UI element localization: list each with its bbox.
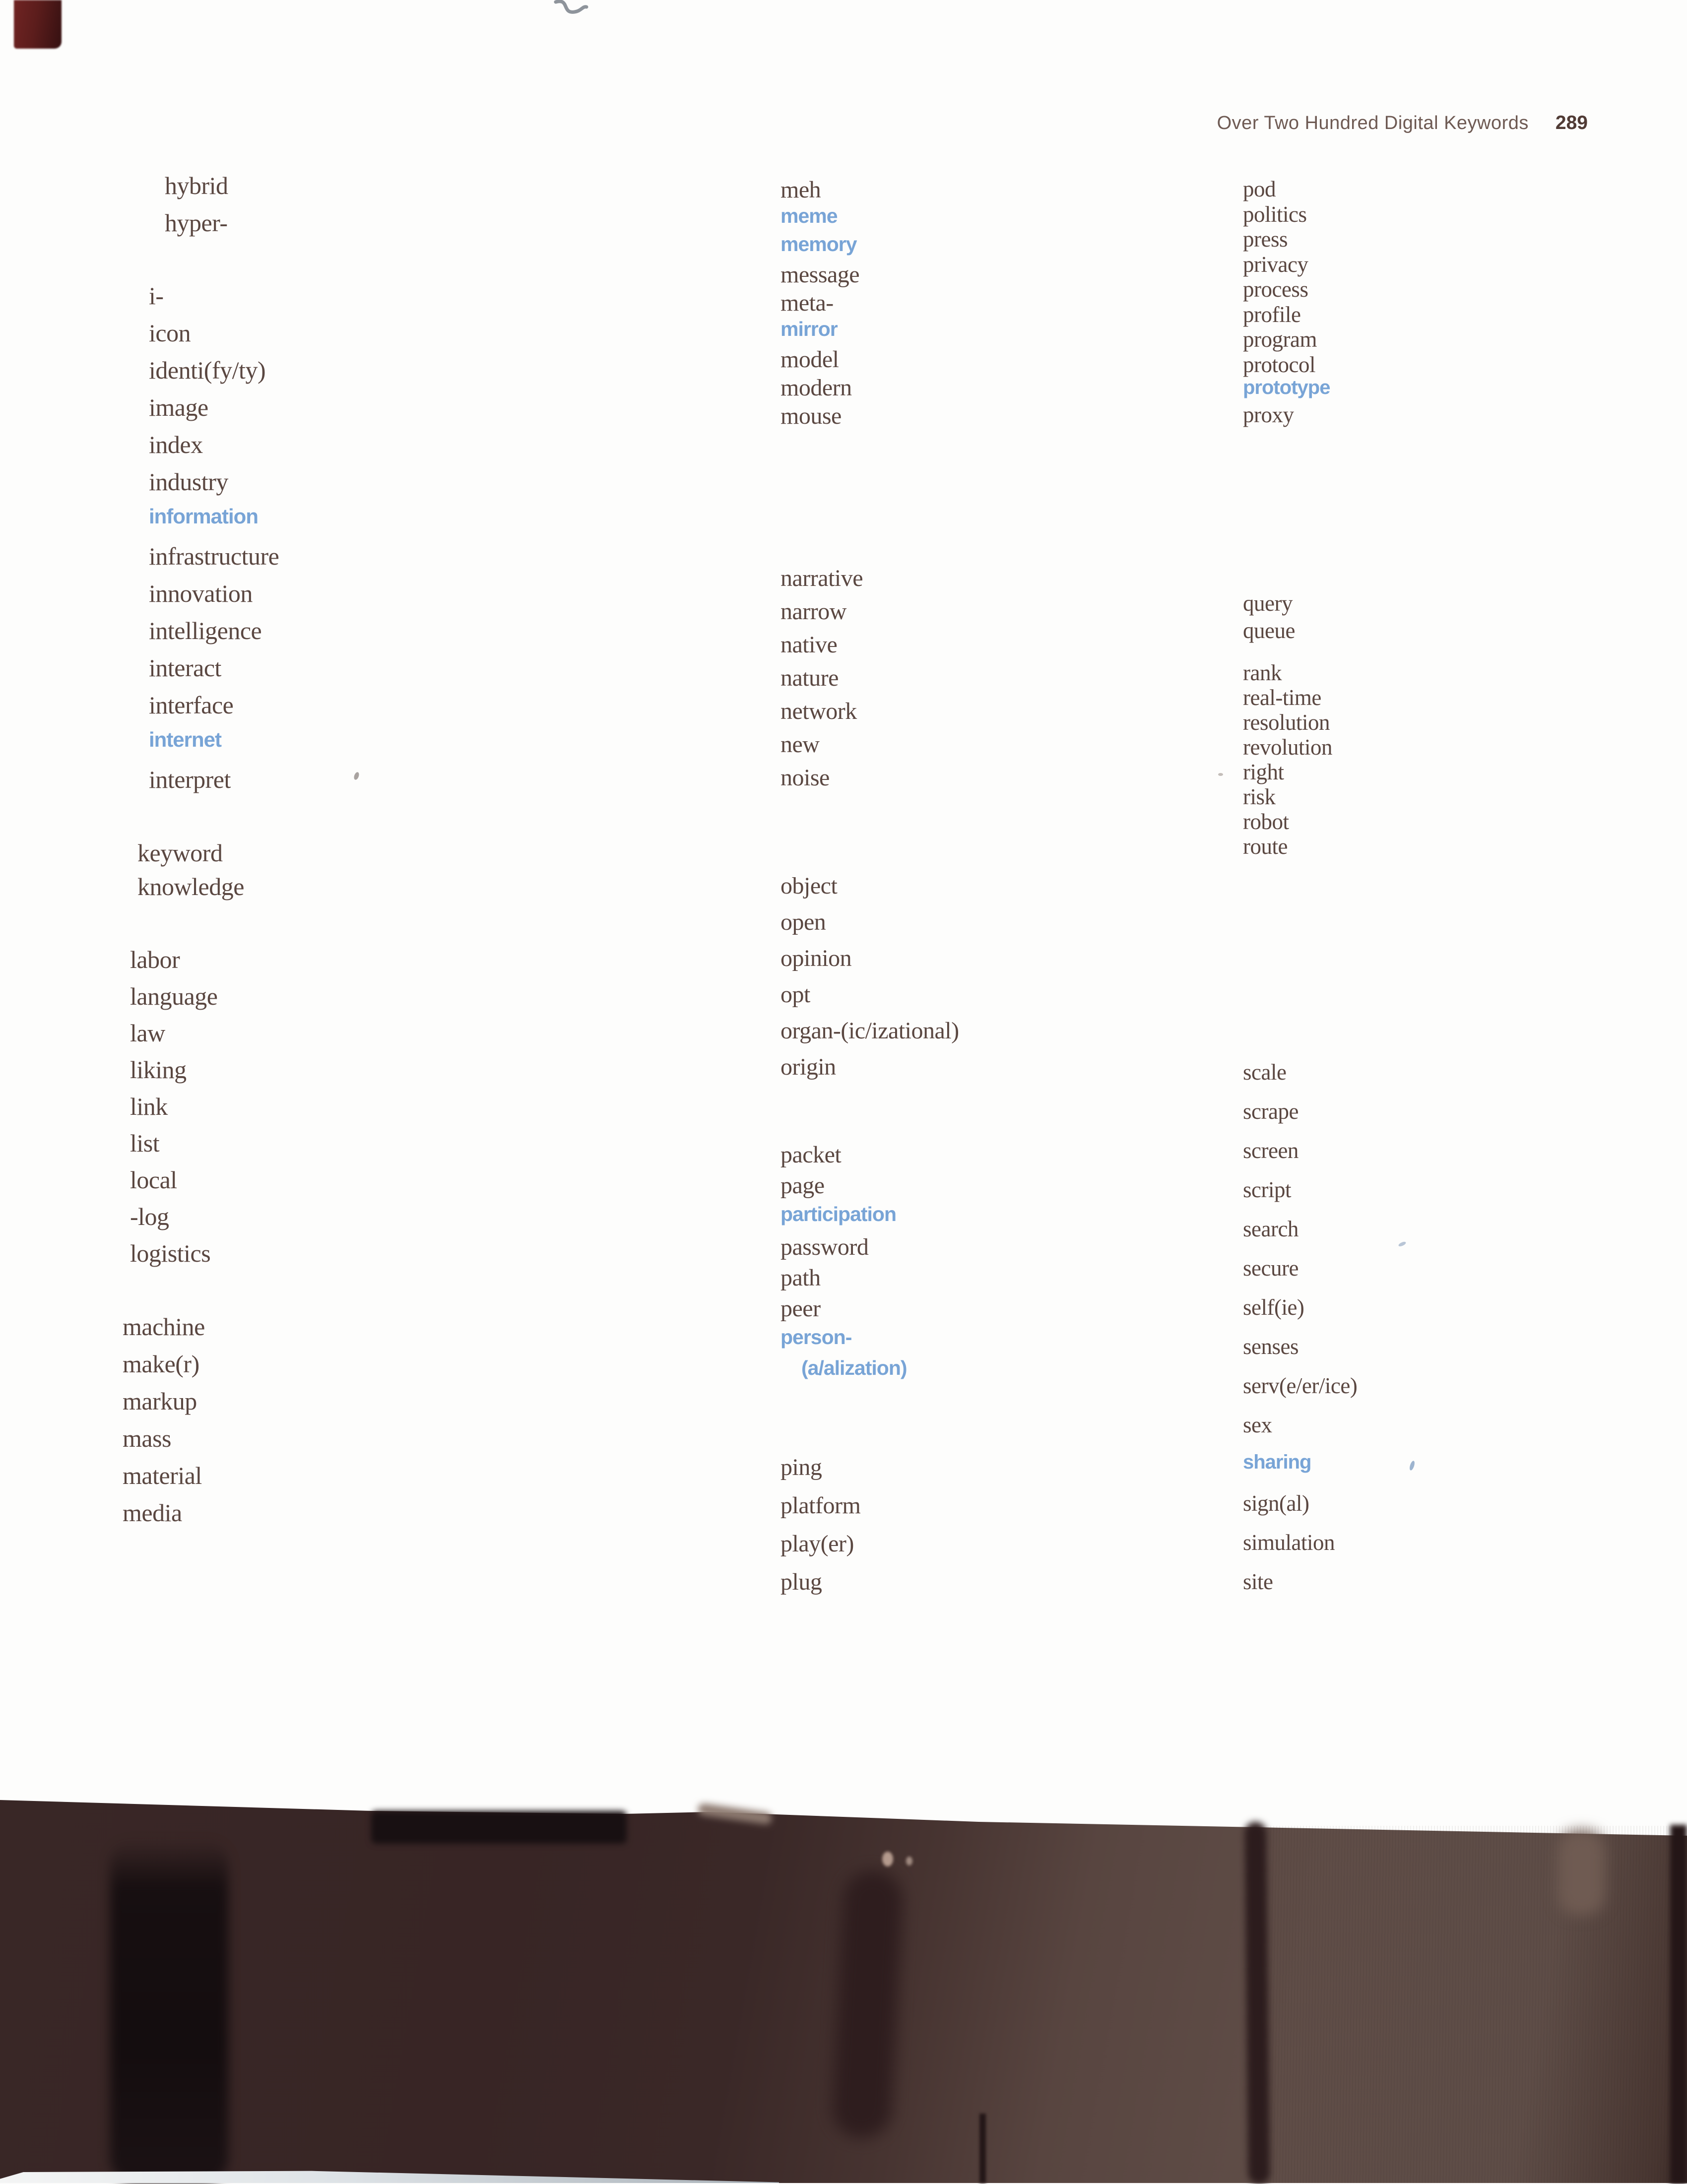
keyword-industry: industry (149, 468, 228, 496)
keyword-liking: liking (130, 1056, 187, 1084)
keyword-serv-e-er-ice: serv(e/er/ice) (1243, 1373, 1358, 1398)
keyword-peer: peer (780, 1295, 821, 1322)
keyword-mirror: mirror (780, 318, 838, 340)
keyword-language: language (130, 982, 218, 1010)
keyword-search: search (1243, 1217, 1298, 1241)
keyword-plug: plug (780, 1569, 822, 1595)
keyword-information: information (149, 505, 258, 528)
keyword-participation: participation (780, 1203, 897, 1225)
keyword-model: model (780, 346, 839, 373)
keyword-network: network (780, 698, 857, 724)
keyword-organ-ic-izational: organ-(ic/izational) (780, 1018, 959, 1044)
keyword-profile: profile (1243, 302, 1301, 327)
keyword-intelligence: intelligence (149, 617, 262, 644)
keyword-internet: internet (149, 728, 222, 751)
photo-speck (906, 1857, 912, 1865)
keyword-sign-al: sign(al) (1243, 1491, 1309, 1516)
keyword-law: law (130, 1019, 165, 1047)
keyword-innovation: innovation (149, 579, 253, 607)
keyword-process: process (1243, 277, 1308, 302)
keyword-list: list (130, 1129, 160, 1157)
keyword-hybrid: hybrid (165, 172, 228, 199)
keyword-real-time: real-time (1243, 685, 1321, 710)
keyword-infrastructure: infrastructure (149, 542, 279, 570)
keyword-machine: machine (123, 1313, 205, 1341)
keyword-keyword: keyword (137, 839, 223, 867)
keyword-proxy: proxy (1243, 402, 1294, 427)
keyword-scrape: scrape (1243, 1099, 1298, 1124)
keyword-meh: meh (780, 177, 821, 203)
keyword-icon: icon (149, 319, 191, 347)
keyword-modern: modern (780, 375, 852, 401)
keyword-right: right (1243, 760, 1284, 784)
keyword-mass: mass (123, 1424, 171, 1452)
keyword-packet: packet (780, 1142, 842, 1168)
keyword-memory: memory (780, 233, 857, 256)
keyword-person: person- (780, 1326, 852, 1349)
keyword-identi-fy-ty: identi(fy/ty) (149, 356, 266, 384)
keyword-site: site (1243, 1569, 1273, 1594)
keyword-interface: interface (149, 691, 234, 719)
keyword-screen: screen (1243, 1138, 1298, 1163)
keyword-platform: platform (780, 1492, 861, 1519)
keyword-risk: risk (1243, 784, 1276, 809)
keyword-local: local (130, 1166, 177, 1194)
keyword-message: message (780, 261, 860, 288)
keyword-link: link (130, 1092, 168, 1120)
keyword-hyper: hyper- (165, 209, 228, 237)
keyword-simulation: simulation (1243, 1530, 1335, 1555)
scan-speck (353, 771, 360, 780)
scan-speck (1409, 1460, 1416, 1471)
photo-dark-seam (1244, 1822, 1270, 2184)
keyword-native: native (780, 632, 838, 658)
keyword-route: route (1243, 834, 1288, 859)
photo-dark-streak-left (110, 1840, 228, 2183)
keyword-meta: meta- (780, 290, 834, 316)
keyword-privacy: privacy (1243, 252, 1308, 277)
photo-right-edge-band (1670, 1825, 1687, 2184)
keyword-program: program (1243, 327, 1317, 352)
keyword-narrow: narrow (780, 598, 846, 625)
photo-thin-line (979, 2114, 986, 2183)
keyword-ping: ping (780, 1454, 822, 1480)
keyword-open: open (780, 909, 826, 935)
photo-texture (1270, 1826, 1672, 2183)
keyword-scale: scale (1243, 1060, 1287, 1085)
photo-black-blob (371, 1811, 627, 1844)
keyword-senses: senses (1243, 1334, 1298, 1359)
keyword-a-alization: (a/alization) (801, 1356, 907, 1379)
keyword-prototype: prototype (1243, 377, 1330, 398)
scan-speck (1398, 1241, 1406, 1247)
running-header-title: Over Two Hundred Digital Keywords (1217, 113, 1529, 133)
keyword-play-er: play(er) (780, 1531, 854, 1557)
scan-speck (1218, 773, 1223, 776)
keyword-interpret: interpret (149, 766, 231, 793)
keyword-queue: queue (1243, 618, 1295, 643)
keyword-nature: nature (780, 665, 839, 691)
keyword-sharing: sharing (1243, 1451, 1311, 1473)
keyword-interact: interact (149, 654, 221, 682)
keyword-password: password (780, 1234, 869, 1260)
page-header (1092, 112, 1588, 134)
keyword-secure: secure (1243, 1256, 1298, 1281)
keyword-query: query (1243, 591, 1293, 616)
keyword-script: script (1243, 1177, 1291, 1202)
keyword-revolution: revolution (1243, 735, 1332, 760)
scan-artifact-squiggle (552, 0, 606, 25)
keyword-meme: meme (780, 204, 838, 227)
keyword-page: page (780, 1172, 825, 1199)
keyword-object: object (780, 873, 838, 899)
keyword-knowledge: knowledge (137, 873, 244, 900)
keyword-make-r: make(r) (123, 1350, 199, 1378)
keyword-politics: politics (1243, 202, 1307, 227)
keyword-opinion: opinion (780, 945, 852, 971)
keyword-material: material (123, 1462, 202, 1489)
keyword-image: image (149, 393, 208, 421)
keyword-i: i- (149, 282, 164, 310)
keyword-resolution: resolution (1243, 710, 1330, 735)
keyword-media: media (123, 1499, 182, 1527)
keyword-protocol: protocol (1243, 352, 1315, 377)
photo-speck (882, 1852, 893, 1866)
keyword-sex: sex (1243, 1413, 1272, 1437)
keyword-origin: origin (780, 1054, 836, 1080)
scan-artifact-red-corner-mark (14, 0, 62, 49)
keyword-markup: markup (123, 1387, 197, 1415)
keyword-index: index (149, 431, 203, 458)
keyword-labor: labor (130, 946, 180, 973)
keyword-path: path (780, 1265, 821, 1291)
keyword-logistics: logistics (130, 1239, 211, 1267)
keyword-mouse: mouse (780, 403, 842, 429)
keyword-narrative: narrative (780, 565, 863, 591)
page-number: 289 (1555, 112, 1588, 133)
photo-highlight (1558, 1831, 1605, 1915)
photo-of-table-edge (0, 1796, 1687, 2183)
keyword-log: -log (130, 1203, 169, 1230)
keyword-opt: opt (780, 981, 810, 1008)
keyword-self-ie: self(ie) (1243, 1295, 1304, 1320)
keyword-pod: pod (1243, 177, 1276, 201)
keyword-robot: robot (1243, 809, 1289, 834)
keyword-new: new (780, 731, 820, 758)
keyword-press: press (1243, 227, 1288, 252)
keyword-noise: noise (780, 765, 830, 791)
keyword-rank: rank (1243, 660, 1282, 685)
